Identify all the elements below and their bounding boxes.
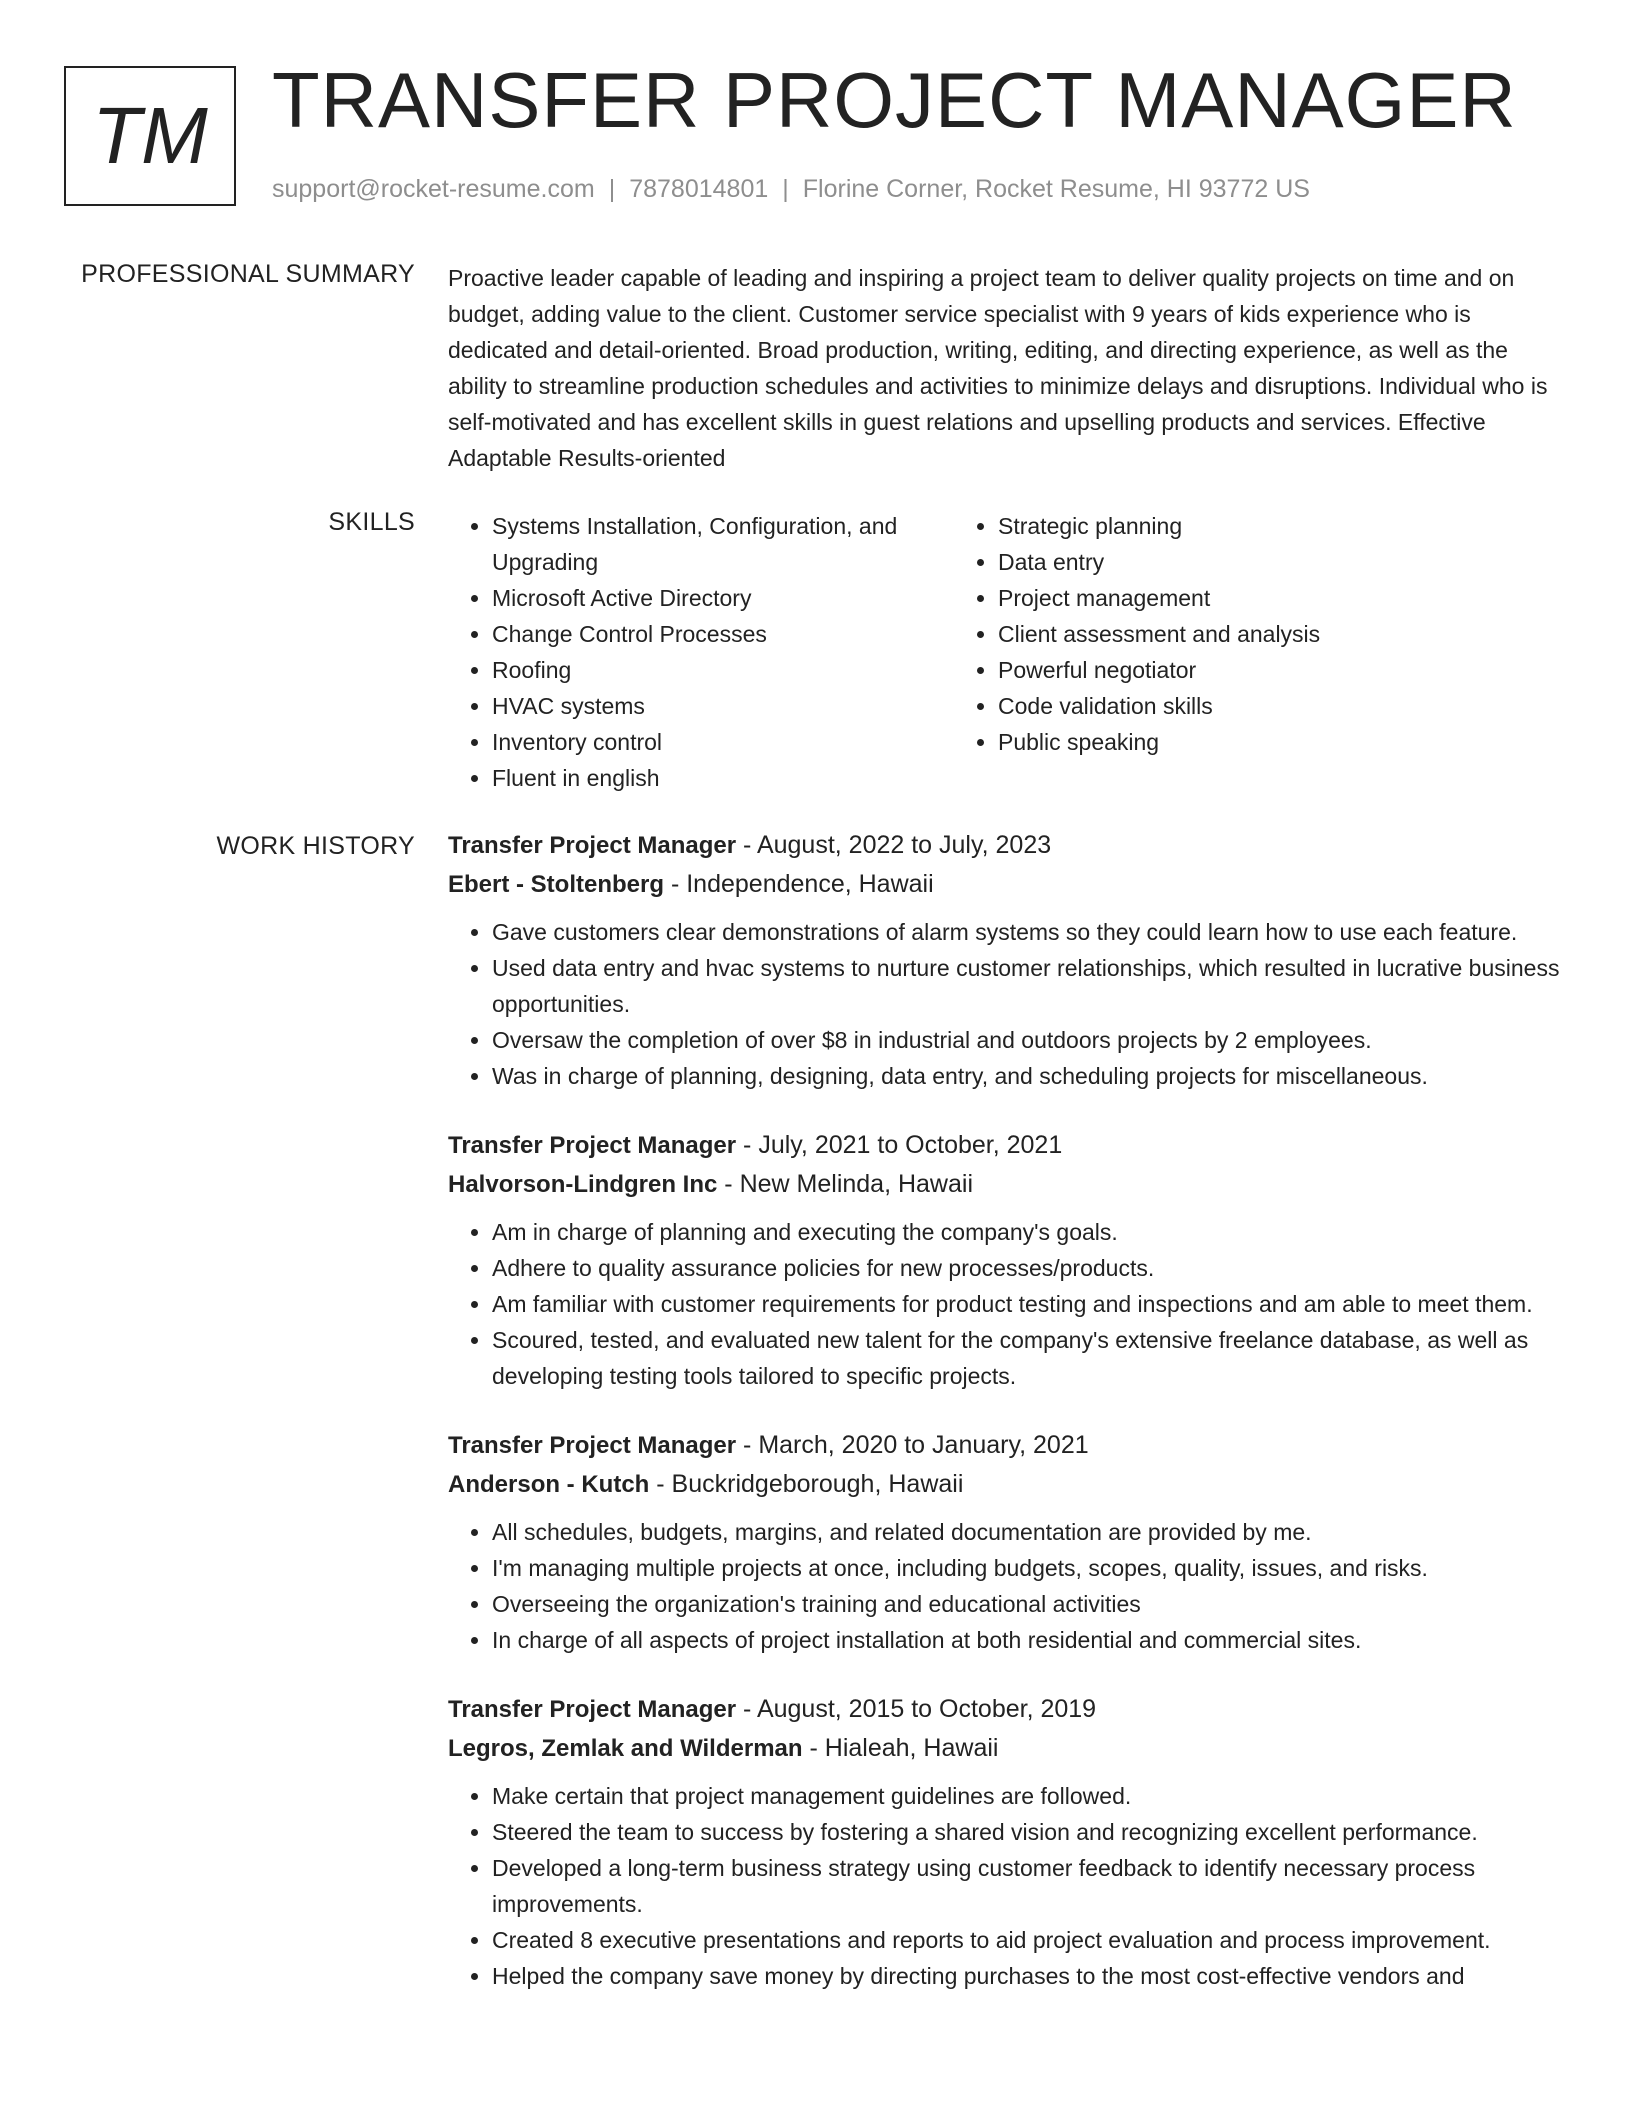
job-bullet: • Gave customers clear demonstrations of alarm systems so they could learn how to use each feature.	[492, 914, 1568, 950]
skill-item: • Client assessment and analysis	[998, 616, 1568, 652]
job-dates: March, 2020 to January, 2021	[758, 1431, 1089, 1459]
job-bullet: • Created 8 executive presentations and reports to aid project evaluation and process improvement.	[492, 1922, 1568, 1958]
job-bullet: • Oversaw the completion of over $8 in industrial and outdoors projects by 2 employees.	[492, 1022, 1568, 1058]
job-bullet: • Scoured, tested, and evaluated new talent for the company's extensive freelance database, as well as developing testing tools tailored to specific projects.	[492, 1322, 1568, 1394]
contact-address: Florine Corner, Rocket Resume, HI 93772 US	[802, 175, 1310, 203]
job-company-line: Legros, Zemlak and Wilderman - Hialeah, Hawaii	[448, 1734, 999, 1762]
job-company: Ebert - Stoltenberg	[448, 871, 665, 898]
job-bullet: • Overseeing the organization's training and educational activities	[492, 1586, 1568, 1622]
contact-separator: |	[608, 175, 616, 203]
job-bullet: • I'm managing multiple projects at once, including budgets, scopes, quality, issues, and risks.	[492, 1550, 1568, 1586]
skill-item: • Powerful negotiator	[998, 652, 1568, 688]
skill-item: • HVAC systems	[492, 688, 954, 724]
summary-text: Proactive leader capable of leading and inspiring a project team to deliver quality projects on time and on budget, adding value to the client. Customer service specialist with 9 years of kids experience who is dedicated and detail-oriented. Broad production, writing, editing, and directing experience, as well as the ability to streamline production schedules and activities to minimize delays and disruptions. Individual who is self-motivated and has excellent skills in guest relations and upselling products and services. Effective Adaptable Results-oriented	[448, 265, 1548, 471]
skill-item: • Strategic planning	[998, 508, 1568, 544]
job-location: Independence, Hawaii	[686, 870, 934, 898]
skills-list-left	[448, 508, 954, 796]
job-bullet: • Am in charge of planning and executing the company's goals.	[492, 1214, 1568, 1250]
skill-item: • Fluent in english	[492, 760, 954, 796]
job-title: Transfer Project Manager	[448, 832, 737, 859]
job-company: Anderson - Kutch	[448, 1471, 650, 1498]
skill-item: • Change Control Processes	[492, 616, 954, 652]
job-bullets	[448, 1778, 1568, 1994]
skills-list-right	[954, 508, 1568, 796]
summary-section	[448, 260, 1568, 476]
job-title-line: Transfer Project Manager - July, 2021 to October, 2021	[448, 1131, 1063, 1159]
job-company: Legros, Zemlak and Wilderman	[448, 1735, 803, 1762]
skill-item: • Project management	[998, 580, 1568, 616]
job-bullets	[448, 914, 1568, 1094]
job-location: New Melinda, Hawaii	[739, 1170, 974, 1198]
contact-line	[272, 175, 1310, 204]
contact-separator: |	[782, 175, 789, 203]
job-entry	[448, 1690, 1568, 1994]
skill-item: • Code validation skills	[998, 688, 1568, 724]
job-title-line: Transfer Project Manager - August, 2015 to October, 2019	[448, 1695, 1097, 1723]
job-bullet: • Steered the team to success by fostering a shared vision and recognizing excellent performance.	[492, 1814, 1568, 1850]
job-title-line: Transfer Project Manager - August, 2022 to July, 2023	[448, 831, 1052, 859]
skill-item: • Roofing	[492, 652, 954, 688]
skills-section	[448, 508, 1568, 796]
job-bullet: • All schedules, budgets, margins, and related documentation are provided by me.	[492, 1514, 1568, 1550]
job-dates: August, 2022 to July, 2023	[756, 831, 1052, 859]
job-company-line: Halvorson-Lindgren Inc - New Melinda, Hawaii	[448, 1170, 974, 1198]
skill-item: • Systems Installation, Configuration, and Upgrading	[492, 508, 954, 580]
job-title: Transfer Project Manager	[448, 1132, 737, 1159]
job-title: Transfer Project Manager	[448, 1696, 737, 1723]
job-bullet: • Developed a long-term business strategy using customer feedback to identify necessary process improvements.	[492, 1850, 1568, 1922]
section-label-summary: PROFESSIONAL SUMMARY	[81, 260, 415, 288]
monogram-logo: TM	[64, 66, 236, 206]
job-bullet: • Used data entry and hvac systems to nurture customer relationships, which resulted in lucrative business opportunities.	[492, 950, 1568, 1022]
job-title: Transfer Project Manager	[448, 1432, 737, 1459]
job-dates: August, 2015 to October, 2019	[756, 1695, 1097, 1723]
job-company: Halvorson-Lindgren Inc	[448, 1171, 718, 1198]
job-entry	[448, 826, 1568, 1094]
job-dates: July, 2021 to October, 2021	[758, 1131, 1063, 1159]
job-bullet: • Make certain that project management guidelines are followed.	[492, 1778, 1568, 1814]
section-label-work-history: WORK HISTORY	[216, 832, 415, 860]
job-bullet: • In charge of all aspects of project installation at both residential and commercial sites.	[492, 1622, 1568, 1658]
skill-item: • Public speaking	[998, 724, 1568, 760]
job-bullets	[448, 1514, 1568, 1658]
skill-item: • Microsoft Active Directory	[492, 580, 954, 616]
job-bullet: • Was in charge of planning, designing, data entry, and scheduling projects for miscellaneous.	[492, 1058, 1568, 1094]
job-entry	[448, 1126, 1568, 1394]
job-company-line: Anderson - Kutch - Buckridgeborough, Hawaii	[448, 1470, 964, 1498]
job-entry	[448, 1426, 1568, 1658]
job-bullet: • Adhere to quality assurance policies for new processes/products.	[492, 1250, 1568, 1286]
job-bullet: • Helped the company save money by directing purchases to the most cost-effective vendors and	[492, 1958, 1568, 1994]
work-history-section	[448, 826, 1568, 2026]
skill-item: • Data entry	[998, 544, 1568, 580]
job-location: Buckridgeborough, Hawaii	[671, 1470, 964, 1498]
job-bullet: • Am familiar with customer requirements for product testing and inspections and am able to meet them.	[492, 1286, 1568, 1322]
contact-phone[interactable]: 7878014801	[629, 175, 769, 203]
job-location: Hialeah, Hawaii	[824, 1734, 999, 1762]
job-company-line: Ebert - Stoltenberg - Independence, Hawaii	[448, 870, 934, 898]
skill-item: • Inventory control	[492, 724, 954, 760]
candidate-name: TRANSFER PROJECT MANAGER	[272, 56, 1517, 144]
section-label-skills: SKILLS	[328, 508, 415, 536]
job-title-line: Transfer Project Manager - March, 2020 to January, 2021	[448, 1431, 1089, 1459]
contact-email[interactable]: support@rocket-resume.com	[272, 175, 595, 203]
job-bullets	[448, 1214, 1568, 1394]
